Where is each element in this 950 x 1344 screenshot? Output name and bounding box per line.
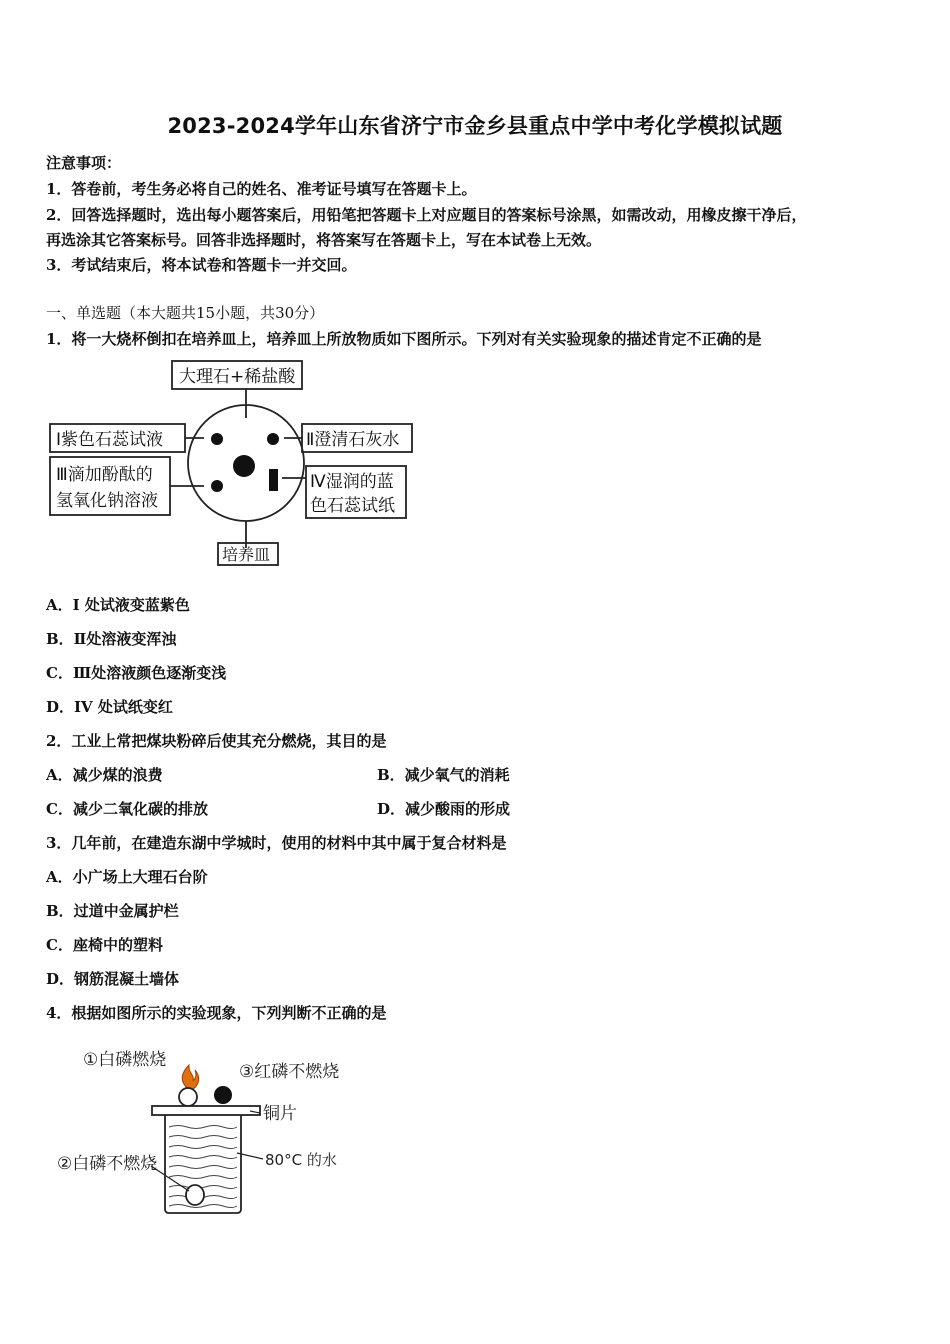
white-phosphorus-top — [179, 1088, 197, 1106]
q1-option-d[interactable]: D．IV 处试纸变红 — [46, 698, 173, 716]
flame-icon — [182, 1065, 198, 1089]
section-heading: 一、单选题（本大题共15小题，共30分） — [46, 304, 325, 322]
notice-item: 3．考试结束后，将本试卷和答题卡一并交回。 — [46, 256, 357, 274]
solution-dot-3 — [211, 480, 223, 492]
q1-option-c[interactable]: C．Ⅲ处溶液颜色逐渐变浅 — [46, 664, 227, 682]
question-1-stem: 1．将一大烧杯倒扣在培养皿上，培养皿上所放物质如下图所示。下列对有关实验现象的描述肯定不正确的是 — [46, 330, 762, 348]
q2-option-c[interactable]: C．减少二氧化碳的排放 — [46, 800, 208, 818]
fig-label-left2b: 氢氧化钠溶液 — [56, 491, 158, 511]
fig-label-right2b: 色石蕊试纸 — [310, 496, 395, 516]
notice-heading: 注意事项： — [46, 154, 122, 172]
fig-label-right2a: Ⅳ湿润的蓝 — [310, 472, 394, 492]
red-phosphorus — [214, 1086, 232, 1104]
question-2-stem: 2．工业上常把煤块粉碎后使其充分燃烧，其目的是 — [46, 732, 387, 750]
litmus-paper — [269, 469, 278, 491]
notice-item: 再选涂其它答案标号。回答非选择题时，将答案写在答题卡上，写在本试卷上无效。 — [46, 231, 602, 249]
q1-option-a[interactable]: A．I 处试液变蓝紫色 — [46, 596, 190, 614]
fig-label-left2a: Ⅲ滴加酚酞的 — [56, 465, 153, 485]
question-3-stem: 3．几年前，在建造东湖中学城时，使用的材料中其中属于复合材料是 — [46, 834, 507, 852]
q2-option-a[interactable]: A．减少煤的浪费 — [46, 766, 163, 784]
q3-option-c[interactable]: C．座椅中的塑料 — [46, 936, 163, 954]
fig-label-copper-sheet: 铜片 — [263, 1104, 297, 1124]
fig-label-bottom: 培养皿 — [222, 545, 271, 564]
q3-option-d[interactable]: D．钢筋混凝土墙体 — [46, 970, 180, 988]
fig-label-right1: Ⅱ澄清石灰水 — [306, 430, 400, 450]
fig-label-white-phosphorus-water: ②白磷不燃烧 — [57, 1154, 158, 1174]
q3-option-b[interactable]: B．过道中金属护栏 — [46, 902, 179, 920]
notice-item: 1．答卷前，考生务必将自己的姓名、准考证号填写在答题卡上。 — [46, 180, 477, 198]
copper-sheet — [152, 1106, 260, 1115]
solution-dot-2 — [267, 433, 279, 445]
fig-label-red-phosphorus: ③红磷不燃烧 — [239, 1062, 340, 1082]
solution-dot-1 — [211, 433, 223, 445]
fig-label-left1: Ⅰ紫色石蕊试液 — [56, 430, 164, 450]
fig-label-white-phosphorus-burning: ①白磷燃烧 — [83, 1050, 167, 1070]
white-phosphorus-water — [186, 1185, 204, 1205]
q2-option-b[interactable]: B．减少氧气的消耗 — [377, 766, 510, 784]
phosphorus-combustion-diagram — [55, 1035, 365, 1220]
question-4-stem: 4．根据如图所示的实验现象，下列判断不正确的是 — [46, 1004, 387, 1022]
q1-option-b[interactable]: B．Ⅱ处溶液变浑浊 — [46, 630, 177, 648]
fig-label-hot-water: 80°C 的水 — [265, 1151, 337, 1169]
fig-label-top: 大理石+稀盐酸 — [179, 367, 296, 387]
page-title: 2023-2024学年山东省济宁市金乡县重点中学中考化学模拟试题 — [167, 114, 783, 138]
q3-option-a[interactable]: A．小广场上大理石台阶 — [46, 868, 208, 886]
q2-option-d[interactable]: D．减少酸雨的形成 — [377, 800, 511, 818]
notice-item: 2．回答选择题时，选出每小题答案后，用铅笔把答题卡上对应题目的答案标号涂黑，如需改动，用橡皮擦干净后， — [46, 206, 807, 224]
beaker-center-dot — [233, 455, 255, 477]
petri-dish-diagram — [46, 358, 426, 568]
